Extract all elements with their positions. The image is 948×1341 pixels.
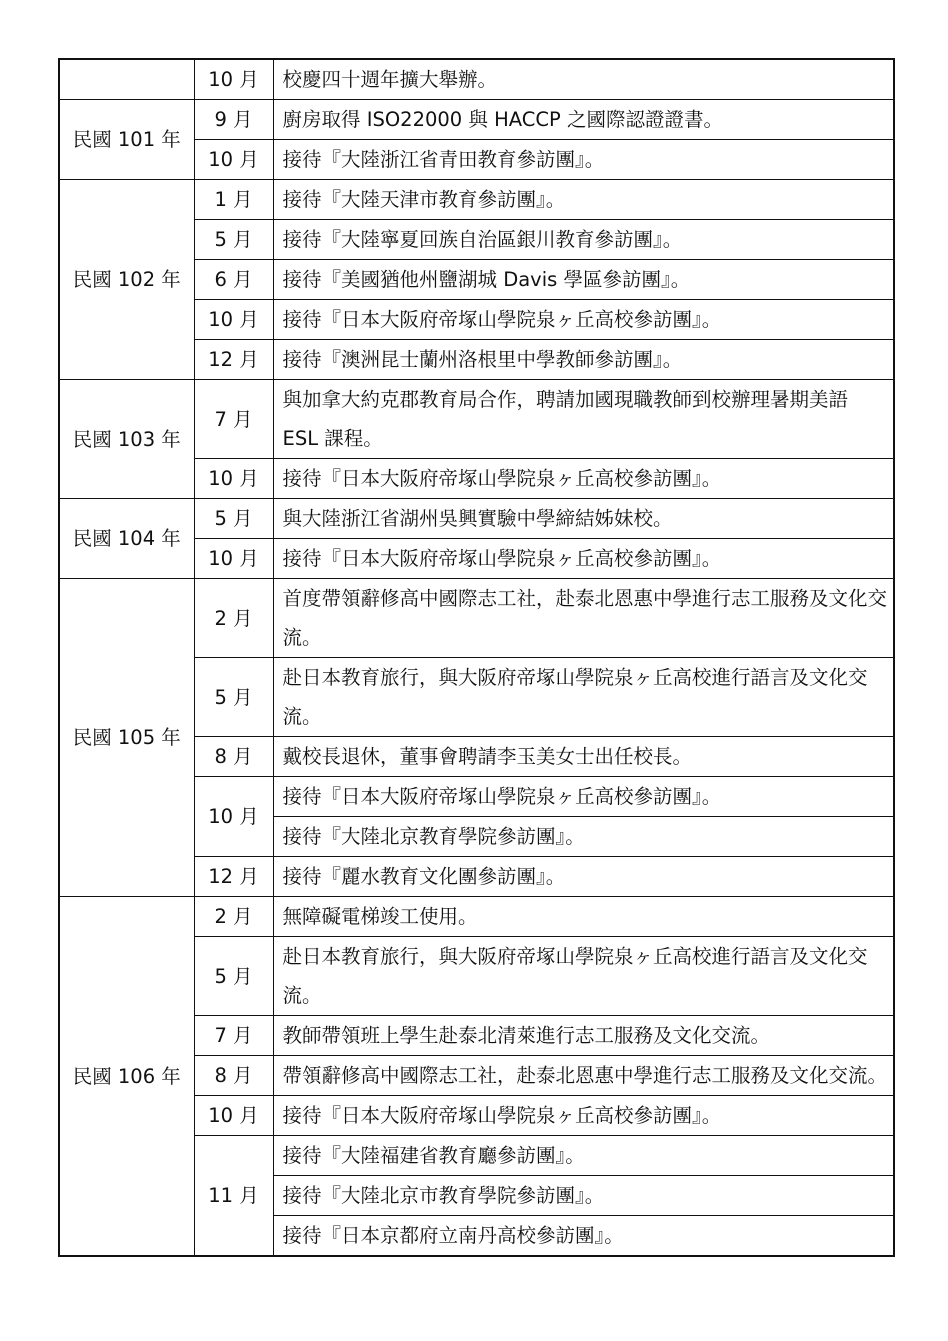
month-cell: 10 月	[194, 1096, 273, 1136]
event-cell: 接待『大陸浙江省青田教育參訪團』。	[273, 140, 894, 180]
month-cell: 12 月	[194, 340, 273, 380]
event-cell: 接待『大陸北京教育學院參訪團』。	[273, 817, 894, 857]
table-row	[59, 579, 894, 658]
event-cell: 教師帶領班上學生赴泰北清萊進行志工服務及文化交流。	[273, 1016, 894, 1056]
table-row	[59, 897, 894, 937]
event-cell: 接待『日本大阪府帝塚山學院泉ヶ丘高校參訪團』。	[273, 777, 894, 817]
event-cell: 接待『日本京都府立南丹高校參訪團』。	[273, 1216, 894, 1257]
month-cell: 9 月	[194, 100, 273, 140]
history-table-body	[59, 59, 894, 1256]
event-cell: 接待『美國猶他州鹽湖城 Davis 學區參訪團』。	[273, 260, 894, 300]
event-cell: 接待『大陸福建省教育廳參訪團』。	[273, 1136, 894, 1176]
month-cell: 11 月	[194, 1136, 273, 1257]
month-cell: 2 月	[194, 579, 273, 658]
event-cell: 戴校長退休，董事會聘請李玉美女士出任校長。	[273, 737, 894, 777]
event-cell: 與大陸浙江省湖州吳興實驗中學締結姊妹校。	[273, 499, 894, 539]
event-cell: 接待『麗水教育文化團參訪團』。	[273, 857, 894, 897]
event-cell: 無障礙電梯竣工使用。	[273, 897, 894, 937]
history-table	[58, 58, 895, 1257]
month-cell: 5 月	[194, 220, 273, 260]
event-cell: 廚房取得 ISO22000 與 HACCP 之國際認證證書。	[273, 100, 894, 140]
event-cell: 校慶四十週年擴大舉辦。	[273, 59, 894, 100]
year-cell: 民國 102 年	[59, 180, 194, 380]
event-cell: 赴日本教育旅行，與大阪府帝塚山學院泉ヶ丘高校進行語言及文化交流。	[273, 937, 894, 1016]
year-cell: 民國 105 年	[59, 579, 194, 897]
table-row	[59, 100, 894, 140]
event-cell: 接待『日本大阪府帝塚山學院泉ヶ丘高校參訪團』。	[273, 300, 894, 340]
month-cell: 10 月	[194, 459, 273, 499]
event-cell: 與加拿大約克郡教育局合作，聘請加國現職教師到校辦理暑期美語 ESL 課程。	[273, 380, 894, 459]
month-cell: 8 月	[194, 737, 273, 777]
month-cell: 7 月	[194, 380, 273, 459]
event-cell: 首度帶領辭修高中國際志工社，赴泰北恩惠中學進行志工服務及文化交流。	[273, 579, 894, 658]
month-cell: 6 月	[194, 260, 273, 300]
month-cell: 7 月	[194, 1016, 273, 1056]
table-row	[59, 380, 894, 459]
event-cell: 帶領辭修高中國際志工社，赴泰北恩惠中學進行志工服務及文化交流。	[273, 1056, 894, 1096]
month-cell: 10 月	[194, 300, 273, 340]
month-cell: 12 月	[194, 857, 273, 897]
year-cell: 民國 106 年	[59, 897, 194, 1257]
year-cell: 民國 101 年	[59, 100, 194, 180]
month-cell: 5 月	[194, 658, 273, 737]
month-cell: 8 月	[194, 1056, 273, 1096]
month-cell: 5 月	[194, 499, 273, 539]
year-cell	[59, 59, 194, 100]
event-cell: 接待『大陸寧夏回族自治區銀川教育參訪團』。	[273, 220, 894, 260]
month-cell: 10 月	[194, 539, 273, 579]
month-cell: 10 月	[194, 59, 273, 100]
year-cell: 民國 104 年	[59, 499, 194, 579]
month-cell: 10 月	[194, 777, 273, 857]
table-row	[59, 180, 894, 220]
event-cell: 接待『日本大阪府帝塚山學院泉ヶ丘高校參訪團』。	[273, 1096, 894, 1136]
table-row	[59, 499, 894, 539]
month-cell: 1 月	[194, 180, 273, 220]
table-row	[59, 59, 894, 100]
event-cell: 接待『大陸北京市教育學院參訪團』。	[273, 1176, 894, 1216]
event-cell: 接待『日本大阪府帝塚山學院泉ヶ丘高校參訪團』。	[273, 459, 894, 499]
event-cell: 接待『日本大阪府帝塚山學院泉ヶ丘高校參訪團』。	[273, 539, 894, 579]
month-cell: 2 月	[194, 897, 273, 937]
event-cell: 赴日本教育旅行，與大阪府帝塚山學院泉ヶ丘高校進行語言及文化交流。	[273, 658, 894, 737]
event-cell: 接待『大陸天津市教育參訪團』。	[273, 180, 894, 220]
event-cell: 接待『澳洲昆士蘭州洛根里中學教師參訪團』。	[273, 340, 894, 380]
month-cell: 10 月	[194, 140, 273, 180]
year-cell: 民國 103 年	[59, 380, 194, 499]
month-cell: 5 月	[194, 937, 273, 1016]
